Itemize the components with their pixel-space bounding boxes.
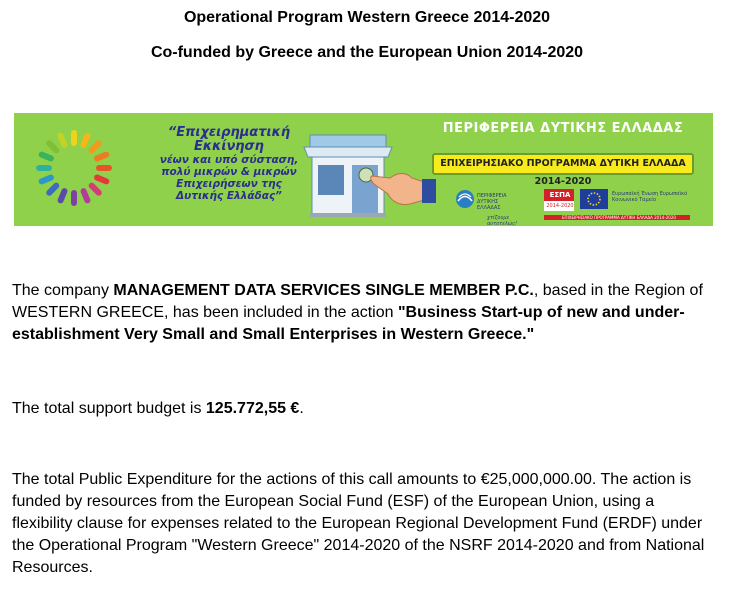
shop-icon (304, 135, 392, 217)
banner-region-title: ΠΕΡΙΦΕΡΕΙΑ ΔΥΤΙΚΗΣ ΕΛΛΑΔΑΣ (442, 121, 684, 136)
banner-footer-text: ΕΠΙΧΕΙΡΗΣΙΑΚΟ ΠΡΟΓΡΑΜΜΑ ΔΥΤΙΚΗ ΕΛΛΑΔΑ 2014-2020 (562, 215, 676, 220)
inclusion-paragraph: The company MANAGEMENT DATA SERVICES SINGLE MEMBER P.C., based in the Region of WESTERN GREECE, has been included in the action "Business Start-up of new and under-establishment Very Small and Small Enterprises in Western Greece." (12, 282, 703, 343)
page-title: Operational Program Western Greece 2014-2020 (183, 9, 551, 26)
action-name: "Business Start-up of new and under-establishment Very Small and Small Enterprises in Western Greece." (12, 304, 685, 343)
budget-paragraph: The total support budget is 125.772,55 €. (12, 400, 304, 417)
region-logo-text: ΠΕΡΙΦΕΡΕΙΑ ΔΥΤΙΚΗΣ ΕΛΛΑΔΑΣ (477, 193, 507, 211)
budget-amount: 125.772,55 € (205, 400, 300, 417)
color-wheel-icon (36, 130, 112, 206)
page-subtitle: Co-funded by Greece and the European Union 2014-2020 (150, 44, 584, 61)
funding-paragraph: The total Public Expenditure for the actions of this call amounts to €25,000,000.00. The action is funded by resources from the European Social Fund (ESF) of the European Union, using a flexibility clause for expenses related to the European Regional Development Fund (ERDF) under the Operational Program "Western Greece" 2014-2020 of the NSRF 2014-2020 and from National Resources. (12, 471, 705, 576)
espa-years: 2014-2020 (546, 203, 574, 209)
eu-flag-icon (580, 189, 608, 209)
espa-label: ΕΣΠΑ (549, 191, 571, 199)
region-logo-icon (456, 190, 474, 208)
region-motto: χτίζουμε αυτοτελώς! (487, 215, 518, 226)
eu-text: Ευρωπαϊκή Ένωση Ευρωπαϊκό Κοινωνικό Ταμείο (612, 191, 688, 203)
banner-slogan: “Επιχειρηματική Εκκίνηση νέων και υπό σύσταση, πολύ μικρών & μικρών Επιχειρήσεων της Δυτικής Ελλάδας” (159, 125, 299, 202)
program-banner (14, 113, 713, 226)
company-name: MANAGEMENT DATA SERVICES SINGLE MEMBER P.C. (113, 282, 534, 299)
banner-program-box: ΕΠΙΧΕΙΡΗΣΙΑΚΟ ΠΡΟΓΡΑΜΜΑ ΔΥΤΙΚΗ ΕΛΛΑΔΑ 2014-2020 (432, 153, 694, 175)
